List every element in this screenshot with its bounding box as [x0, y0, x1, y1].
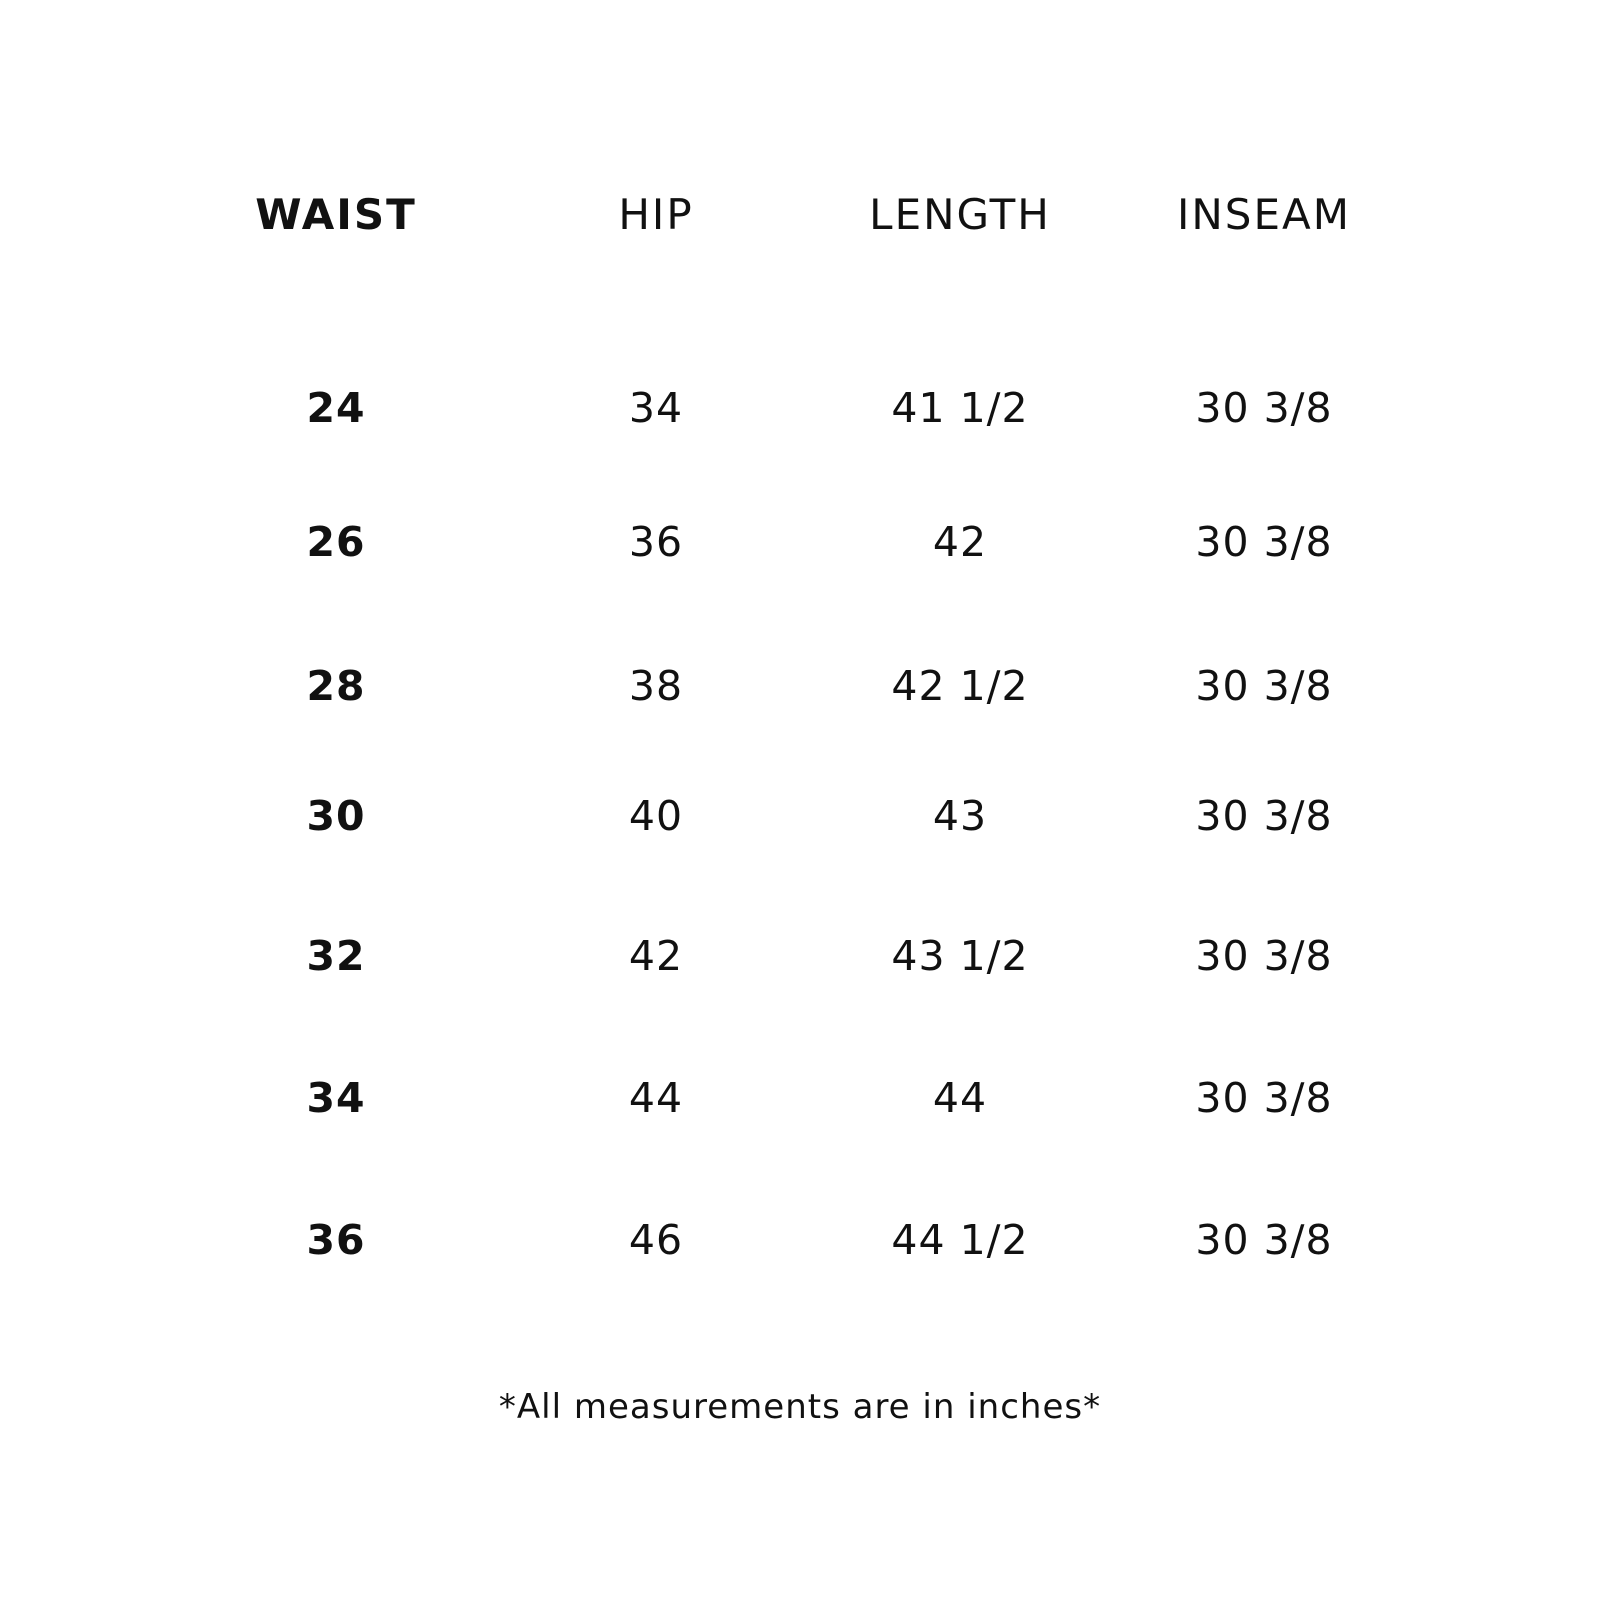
table-cell-length: 42 [932, 518, 988, 566]
table-cell-hip: 38 [628, 662, 684, 710]
table-cell-waist: 28 [306, 662, 366, 710]
table-cell-length: 44 1/2 [891, 1216, 1029, 1264]
table-cell-waist: 34 [306, 1074, 366, 1122]
table-cell-hip: 34 [628, 384, 684, 432]
header-inseam: INSEAM [1177, 190, 1351, 239]
table-cell-hip: 36 [628, 518, 684, 566]
measurement-footnote: *All measurements are in inches* [498, 1387, 1102, 1427]
table-cell-hip: 46 [628, 1216, 684, 1264]
header-length: LENGTH [869, 190, 1051, 239]
table-cell-inseam: 30 3/8 [1195, 932, 1333, 980]
table-cell-length: 43 [932, 792, 988, 840]
table-cell-waist: 26 [306, 518, 366, 566]
table-cell-hip: 42 [628, 932, 684, 980]
table-cell-inseam: 30 3/8 [1195, 518, 1333, 566]
header-hip: HIP [618, 190, 694, 239]
table-cell-length: 41 1/2 [891, 384, 1029, 432]
table-cell-inseam: 30 3/8 [1195, 1074, 1333, 1122]
table-cell-length: 44 [932, 1074, 988, 1122]
table-cell-waist: 32 [306, 932, 366, 980]
table-cell-waist: 30 [306, 792, 366, 840]
table-cell-hip: 44 [628, 1074, 684, 1122]
table-cell-inseam: 30 3/8 [1195, 1216, 1333, 1264]
table-cell-waist: 24 [306, 384, 366, 432]
table-cell-length: 43 1/2 [891, 932, 1029, 980]
table-cell-inseam: 30 3/8 [1195, 384, 1333, 432]
table-cell-hip: 40 [628, 792, 684, 840]
table-cell-inseam: 30 3/8 [1195, 792, 1333, 840]
header-waist: WAIST [255, 190, 417, 239]
table-cell-inseam: 30 3/8 [1195, 662, 1333, 710]
table-cell-waist: 36 [306, 1216, 366, 1264]
table-cell-length: 42 1/2 [891, 662, 1029, 710]
